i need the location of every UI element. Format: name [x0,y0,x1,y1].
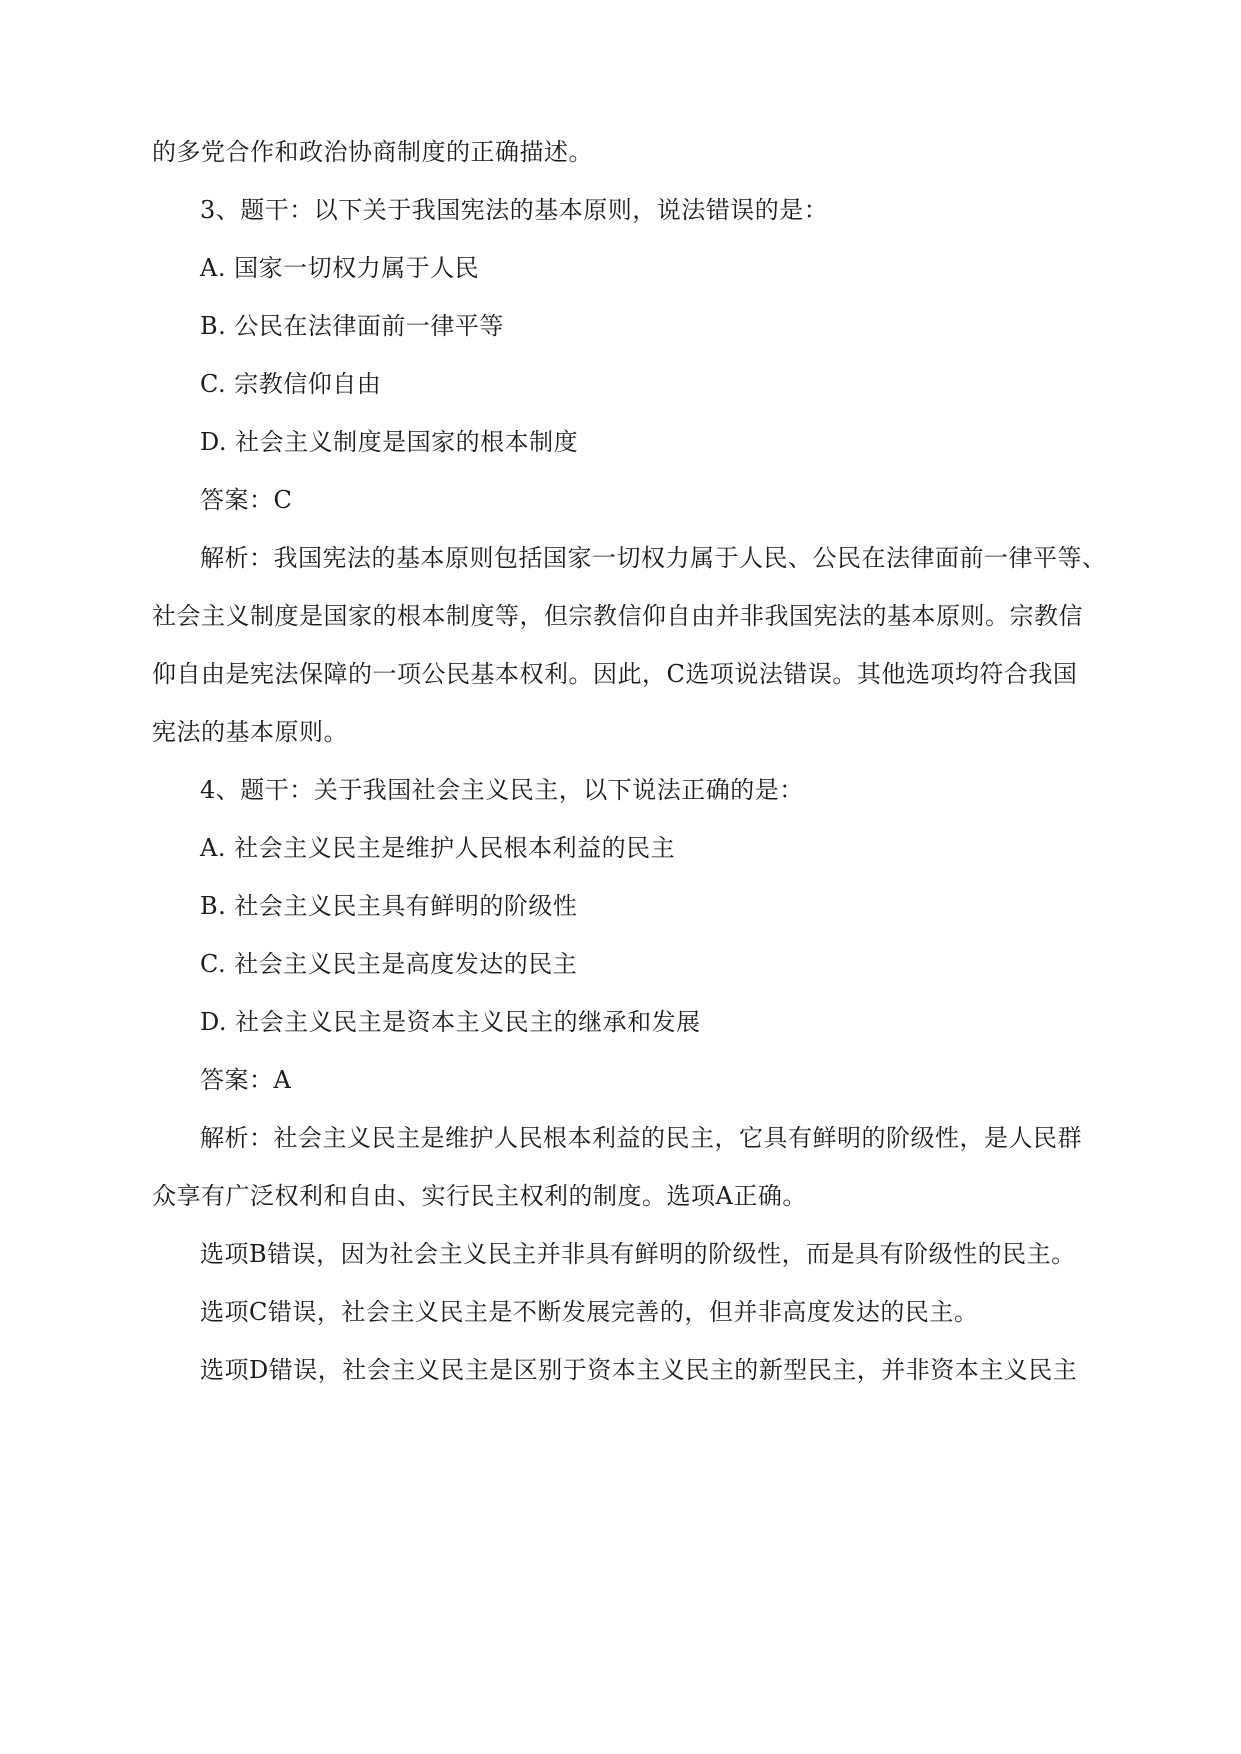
question-4-answer: 答案：A [200,1066,292,1094]
question-3-option-b: B. 公民在法律面前一律平等 [200,312,504,340]
question-4-option-d: D. 社会主义民主是资本主义民主的继承和发展 [200,1008,701,1036]
question-3-analysis-line: 社会主义制度是国家的根本制度等，但宗教信仰自由并非我国宪法的基本原则。宗教信 [152,602,1083,630]
question-3-analysis-line: 解析：我国宪法的基本原则包括国家一切权力属于人民、公民在法律面前一律平等、 [200,544,1107,572]
question-4-analysis-line: 选项B错误，因为社会主义民主并非具有鲜明的阶级性，而是具有阶级性的民主。 [200,1240,1076,1268]
question-3-option-c: C. 宗教信仰自由 [200,370,382,398]
question-4-stem: 4、题干：关于我国社会主义民主，以下说法正确的是： [200,776,804,804]
question-3-analysis-line: 宪法的基本原则。 [152,718,348,746]
question-3-stem: 3、题干：以下关于我国宪法的基本原则，说法错误的是： [200,196,829,224]
question-4-analysis-line: 众享有广泛权利和自由、实行民主权利的制度。选项A正确。 [152,1182,807,1210]
paragraph-line: 的多党合作和政治协商制度的正确描述。 [152,138,593,166]
question-4-option-a: A. 社会主义民主是维护人民根本利益的民主 [200,834,676,862]
question-4-option-c: C. 社会主义民主是高度发达的民主 [200,950,578,978]
question-4-analysis-line: 选项C错误，社会主义民主是不断发展完善的，但并非高度发达的民主。 [200,1298,979,1326]
question-4-analysis-line: 解析：社会主义民主是维护人民根本利益的民主，它具有鲜明的阶级性，是人民群 [200,1124,1082,1152]
question-3-option-d: D. 社会主义制度是国家的根本制度 [200,428,579,456]
question-3-answer: 答案：C [200,486,293,514]
question-3-option-a: A. 国家一切权力属于人民 [200,254,480,282]
question-4-option-b: B. 社会主义民主具有鲜明的阶级性 [200,892,578,920]
question-3-analysis-line: 仰自由是宪法保障的一项公民基本权利。因此，C选项说法错误。其他选项均符合我国 [152,660,1078,688]
question-4-analysis-line: 选项D错误，社会主义民主是区别于资本主义民主的新型民主，并非资本主义民主 [200,1356,1078,1384]
